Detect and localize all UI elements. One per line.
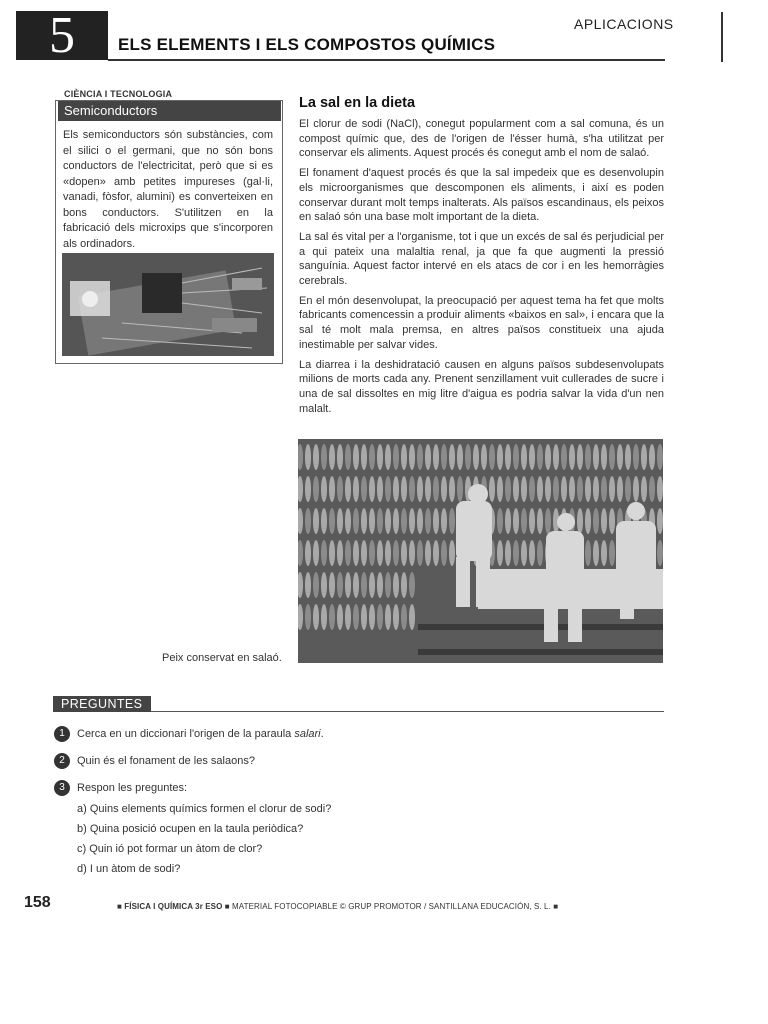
hanging-fish [401,476,407,502]
hanging-fish [305,540,311,566]
hanging-fish [537,508,543,534]
hanging-fish [473,444,479,470]
hanging-fish [385,572,391,598]
hanging-fish [521,476,527,502]
hanging-fish [345,572,351,598]
hanging-fish [393,444,399,470]
salted-fish-photo [298,439,663,663]
hanging-fish [377,444,383,470]
sub-question: c) Quin ió pot formar un àtom de clor? [77,843,263,855]
hanging-fish [553,476,559,502]
hanging-fish [433,476,439,502]
hanging-fish [329,508,335,534]
hanging-fish [609,508,615,534]
hanging-fish [529,476,535,502]
microchip-photo [62,253,274,356]
hanging-fish [537,476,543,502]
hanging-fish [545,444,551,470]
hanging-fish [441,444,447,470]
hanging-fish [641,476,647,502]
hanging-fish [377,508,383,534]
hanging-fish [321,572,327,598]
hanging-fish [393,476,399,502]
hanging-fish [337,540,343,566]
question-item [54,753,255,769]
footer-square-icon: ■ [553,902,559,911]
hanging-fish [577,476,583,502]
hanging-fish [409,476,415,502]
hanging-fish [337,508,343,534]
hanging-fish [353,572,359,598]
sub-question: a) Quins elements químics formen el clorur de sodi? [77,803,332,815]
question-text-part: Cerca en un diccionari l'origen de la paraula [77,728,295,740]
hanging-fish [353,604,359,630]
hanging-fish [425,476,431,502]
hanging-fish [385,444,391,470]
hanging-fish [657,508,663,534]
hanging-fish [305,508,311,534]
hanging-fish [369,476,375,502]
hanging-fish [345,476,351,502]
hanging-fish [649,476,655,502]
hanging-fish [377,604,383,630]
hanging-fish [393,572,399,598]
hanging-fish [441,476,447,502]
chapter-number: 5 [16,11,108,60]
hanging-fish [625,476,631,502]
hanging-fish [657,444,663,470]
question-number: 3 [54,780,70,796]
hanging-fish [601,444,607,470]
hanging-fish [385,476,391,502]
hanging-fish [593,508,599,534]
hanging-fish [497,508,503,534]
hanging-fish [521,444,527,470]
hanging-fish [353,444,359,470]
hanging-fish [529,444,535,470]
hanging-fish [401,444,407,470]
hanging-fish [449,508,455,534]
hanging-fish [369,604,375,630]
hanging-fish [561,444,567,470]
hanging-fish [617,444,623,470]
hanging-fish [305,476,311,502]
hanging-fish [401,604,407,630]
hanging-fish [361,604,367,630]
hanging-fish [489,476,495,502]
hanging-fish [505,540,511,566]
hanging-fish [401,540,407,566]
footer-square-icon: ■ [224,902,230,911]
hanging-fish [577,508,583,534]
questions-heading: PREGUNTES [53,696,151,712]
article-body [299,117,664,421]
footer-text [117,902,558,911]
hanging-fish [457,476,463,502]
question-text-italic: salari [294,728,321,740]
hanging-fish [641,444,647,470]
hanging-fish [321,444,327,470]
question-text [77,728,324,740]
hanging-fish [481,444,487,470]
hanging-fish [369,444,375,470]
sub-question: d) I un àtom de sodi? [77,863,181,875]
hanging-fish [593,540,599,566]
hanging-fish [609,444,615,470]
hanging-fish [593,476,599,502]
hanging-fish [409,508,415,534]
hanging-fish [521,508,527,534]
hanging-fish [633,444,639,470]
hanging-fish [417,540,423,566]
hanging-fish [505,476,511,502]
hanging-fish [537,540,543,566]
hanging-fish [329,540,335,566]
hanging-fish [585,508,591,534]
header-divider [108,59,665,61]
hanging-fish [649,444,655,470]
hanging-fish [329,444,335,470]
hanging-fish [377,572,383,598]
hanging-fish [377,476,383,502]
hanging-fish [345,604,351,630]
question-text: Respon les preguntes: [77,782,188,794]
hanging-fish [425,540,431,566]
hanging-fish [353,476,359,502]
hanging-fish [345,540,351,566]
hanging-fish [433,508,439,534]
hanging-fish [513,508,519,534]
hanging-fish [393,604,399,630]
hanging-fish [417,476,423,502]
hanging-fish [361,508,367,534]
hanging-fish [577,444,583,470]
hanging-fish [417,508,423,534]
hanging-fish [449,476,455,502]
question-text-part: . [320,728,324,740]
footer-book: FÍSICA I QUÍMICA 3r ESO [124,902,223,911]
hanging-fish [305,572,311,598]
hanging-fish [457,444,463,470]
hanging-fish [441,540,447,566]
article-paragraph: El fonament d'aquest procés és que la sal impedeix que es desenvolupin els microorganismes que descomponen els aliments, i així es poden conservar durant molt temps inalterats. Als països escandinaus, els peixos en salaó són una base molt important de la dieta. [299,167,664,224]
hanging-fish [337,604,343,630]
chapter-title: ELS ELEMENTS I ELS COMPOSTOS QUÍMICS [118,35,496,54]
hanging-fish [601,476,607,502]
hanging-fish [369,572,375,598]
hanging-fish [425,508,431,534]
hanging-fish [329,476,335,502]
article-paragraph: La diarrea i la deshidratació causen en alguns països subdesenvolupats milions de morts cada any. Prenent senzillament vuit cullerades de sucre i una de sal dissoltes en mig litre d'aigua es podria salvar la vida d'un nen malalt. [299,358,664,415]
hanging-fish [353,508,359,534]
footer-rights: MATERIAL FOTOCOPIABLE © GRUP PROMOTOR / SANTILLANA EDUCACIÓN, S. L. [232,902,551,911]
hanging-fish [329,604,335,630]
hanging-fish [361,572,367,598]
article-title: La sal en la dieta [299,95,416,111]
hanging-fish [409,572,415,598]
hanging-fish [337,444,343,470]
hanging-fish [449,540,455,566]
hanging-fish [489,444,495,470]
hanging-fish [401,508,407,534]
hanging-fish [321,508,327,534]
hanging-fish [385,508,391,534]
hanging-fish [601,540,607,566]
hanging-fish [433,540,439,566]
hanging-fish [361,476,367,502]
hanging-fish [537,444,543,470]
hanging-fish [585,444,591,470]
question-item [54,726,324,742]
hanging-fish [337,572,343,598]
sidebar-category: CIÈNCIA I TECNOLOGIA [64,89,173,99]
hanging-fish [505,444,511,470]
hanging-fish [345,508,351,534]
hanging-fish [529,508,535,534]
hanging-fish [657,476,663,502]
hanging-fish [545,508,551,534]
margin-bar [721,12,723,62]
hanging-fish [321,540,327,566]
hanging-fish [409,604,415,630]
hanging-fish [377,540,383,566]
section-label: APLICACIONS [574,16,674,32]
article-paragraph: En el món desenvolupat, la preocupació per aquest tema ha fet que molts fabricants comencessin a produir aliments «baixos en sal», i encara que la sal té molt mala premsa, en altres països constitueix una ajuda inestimable per salvar vides. [299,294,664,351]
hanging-fish [505,508,511,534]
hanging-fish [497,540,503,566]
hanging-fish [401,572,407,598]
hanging-fish [593,444,599,470]
question-text: Quin és el fonament de les salaons? [77,755,255,767]
hanging-fish [329,572,335,598]
hanging-fish [313,476,319,502]
hanging-fish [657,540,663,566]
hanging-fish [513,540,519,566]
hanging-fish [569,476,575,502]
hanging-fish [433,444,439,470]
hanging-fish [313,572,319,598]
hanging-fish [609,540,615,566]
photo-caption: Peix conservat en salaó. [162,652,282,664]
hanging-fish [409,444,415,470]
hanging-fish [305,604,311,630]
question-item [54,780,187,796]
hanging-fish [609,476,615,502]
hanging-fish [361,540,367,566]
hanging-fish [337,476,343,502]
hanging-fish [425,444,431,470]
hanging-fish [393,540,399,566]
article-paragraph: La sal és vital per a l'organisme, tot i que un excés de sal és perjudicial per a qui pateix una malaltia renal, ja que fa que augmenti la pressió sanguínia. Aquest factor intervé en els atacs de cor i en les hemorràgies cerebrals. [299,230,664,288]
hanging-fish [313,540,319,566]
sidebar-text: Els semiconductors són substàncies, com el silici o el germani, que no són bons conductors de l'electricitat, però que si es «dopen» amb petites impureses (gal·li, vanadi, fòsfor, alumini) es converteixen en bons conductors. S'utilitzen en la fabricació dels microxips que s'incorporen als ordinadors. [63,129,273,250]
article-paragraph: El clorur de sodi (NaCl), conegut popularment com a sal comuna, és un compost químic que, des de l'origen de l'ésser humà, s'ha utilitzat per conservar els aliments. Aquest procés és conegut amb el nom de salaó. [299,118,664,160]
hanging-fish [553,444,559,470]
hanging-fish [305,444,311,470]
hanging-fish [417,444,423,470]
question-number: 1 [54,726,70,742]
hanging-fish [385,540,391,566]
footer-square-icon: ■ [117,902,122,911]
hanging-fish [497,476,503,502]
hanging-fish [569,444,575,470]
hanging-fish [561,476,567,502]
hanging-fish [449,444,455,470]
hanging-fish [313,604,319,630]
sidebar-title: Semiconductors [58,101,281,121]
hanging-fish [585,476,591,502]
hanging-fish [625,444,631,470]
hanging-fish [385,604,391,630]
hanging-fish [393,508,399,534]
hanging-fish [633,476,639,502]
hanging-fish [513,444,519,470]
hanging-fish [313,508,319,534]
hanging-fish [313,444,319,470]
page-number: 158 [24,894,51,911]
hanging-fish [369,540,375,566]
hanging-fish [545,476,551,502]
hanging-fish [441,508,447,534]
hanging-fish [617,476,623,502]
hanging-fish [361,444,367,470]
hanging-fish [369,508,375,534]
sub-question: b) Quina posició ocupen en la taula periòdica? [77,823,304,835]
hanging-fish [521,540,527,566]
questions-divider [151,711,664,712]
hanging-fish [321,476,327,502]
question-number: 2 [54,753,70,769]
hanging-fish [497,444,503,470]
hanging-fish [321,604,327,630]
hanging-fish [409,540,415,566]
hanging-fish [345,444,351,470]
hanging-fish [529,540,535,566]
hanging-fish [601,508,607,534]
hanging-fish [513,476,519,502]
hanging-fish [465,444,471,470]
hanging-fish [585,540,591,566]
hanging-fish [353,540,359,566]
